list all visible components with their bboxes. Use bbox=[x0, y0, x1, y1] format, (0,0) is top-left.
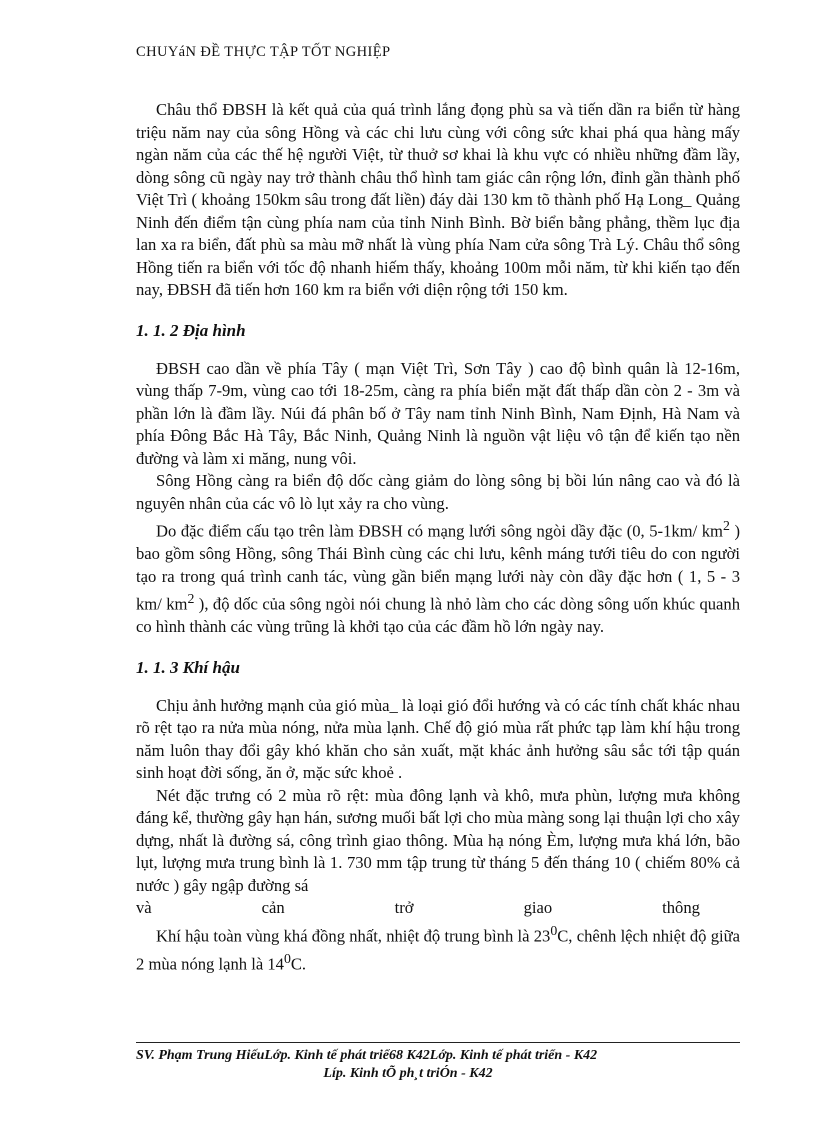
superscript: 0 bbox=[283, 950, 291, 966]
terrain-p3-text-a: Do đặc điểm cấu tạo trên làm ĐBSH có mạng lưới sông ngòi dầy đặc (0, 5-1km/ km bbox=[156, 521, 723, 541]
superscript: 2 bbox=[722, 518, 730, 533]
section-heading-climate: 1. 1. 3 Khí hậu bbox=[136, 657, 240, 677]
word: thông bbox=[662, 898, 700, 918]
section-heading-terrain: 1. 1. 2 Địa hình bbox=[136, 320, 246, 340]
terrain-paragraph-3 bbox=[136, 515, 740, 639]
superscript: 2 bbox=[187, 591, 195, 607]
word: giao bbox=[523, 898, 553, 918]
page-header: CHUYáN ĐỀ THỰC TẬP TỐT NGHIỆP bbox=[136, 44, 391, 60]
climate-paragraph-2-last-line bbox=[136, 897, 740, 920]
word: và bbox=[136, 898, 152, 918]
intro-paragraph: Châu thổ ĐBSH là kết quả của quá trình lắng đọng phù sa và tiến dần ra biển từ hàng triệu năm nay của sông Hồng và các chi lưu cùng với công sức khai phá qua hàng mấy ngàn năm của các thế hệ người Việt, từ thuở sơ khai là khu vực có nhiều những đầm lầy, dòng sông cũ ngày nay trở thành châu thổ hình tam giác cân rộng lớn, đỉnh gần thành phố Việt Trì ( khoảng 150km sâu trong đất liền) đáy dài 130 km tõ thành phố Hạ Long_ Quảng Ninh đến điểm tận cùng phía nam của tỉnh Ninh Bình. Bờ biển bằng phẳng, thềm lục địa lan xa ra biển, đất phù sa màu mỡ nhất là vùng phía Nam cửa sông Trà Lý. Châu thổ sông Hồng tiến ra biển với tốc độ nhanh hiếm thấy, khoảng 100m mỗi năm, từ khi kiến tạo đến nay, ĐBSH đã tiến hơn 160 km ra biển với diện rộng tới 150 km. bbox=[136, 100, 740, 299]
footer-line-1: SV. Phạm Trung HiếuLớp. Kinh tế phát triể68 K42Lớp. Kinh tế phát triển - K42 bbox=[136, 1048, 598, 1063]
word: trở bbox=[394, 898, 414, 918]
terrain-p3-text-c: ), độ dốc của sông ngòi nói chung là nhỏ làm cho các dòng sông uốn khúc quanh co hình thành các vùng trũng là khởi tạo của các đầm hồ lớn ngày nay. bbox=[136, 594, 740, 637]
climate-paragraph-2: Nét đặc trưng có 2 mùa rõ rệt: mùa đông lạnh và khô, mưa phùn, lượng mưa không đáng kể, thường gây hạn hán, sương muối bất lợi cho mùa màng song lại thuận lợi cho xây dựng, nhất là đường sá, công trình giao thông. Mùa hạ nóng Èm, lượng mưa khá lớn, bão lụt, lượng mưa trung bình là 1. 730 mm tập trung từ tháng 5 đến tháng 10 ( chiếm 80% cả nước ) gây ngập đường sá bbox=[136, 785, 740, 895]
climate-paragraph-3 bbox=[136, 920, 740, 976]
terrain-p3-text-b: ) bao gồm sông Hồng, sông Thái Bình cùng các chi lưu, kênh máng tưới tiêu do con người tạo ra trong quá trình canh tác, vùng gần biển mạng lưới này còn dầy đặc hơn ( 1, 5 - 3 km/ km bbox=[136, 521, 740, 614]
superscript: 0 bbox=[550, 922, 558, 938]
climate-p3-text-b: C, chênh lệch nhiệt độ giữa 2 mùa nóng lạnh là 14 bbox=[136, 926, 740, 974]
footer-line-2: Líp. Kinh tÕ ph¸t triÓn - K42 bbox=[323, 1066, 493, 1081]
document-body bbox=[136, 99, 740, 976]
climate-p3-text-c: C. bbox=[290, 954, 307, 974]
terrain-paragraph-2: Sông Hồng càng ra biển độ dốc càng giảm do lòng sông bị bồi lún nâng cao và đó là nguyên nhân của các vô lò lụt xảy ra cho vùng. bbox=[136, 471, 740, 513]
climate-p3-text-a: Khí hậu toàn vùng khá đồng nhất, nhiệt độ trung bình là 23 bbox=[156, 926, 551, 946]
terrain-paragraph-1: ĐBSH cao dần về phía Tây ( mạn Việt Trì, Sơn Tây ) cao độ bình quân là 12-16m, vùng thấp 7-9m, vùng cao tới 18-25m, càng ra phía biển mặt đất thấp dần còn 2 - 3m và phần lớn là đầm lầy. Núi đá phân bố ở Tây nam tỉnh Ninh Bình, Nam Định, Hà Nam và phía Đông Bắc Hà Tây, Bắc Ninh, Quảng Ninh là nguồn vật liệu vô tận để kiến tạo nền đường và làm xi măng, nung vôi. bbox=[136, 358, 740, 468]
climate-paragraph-1: Chịu ảnh hưởng mạnh của gió mùa_ là loại gió đổi hướng và có các tính chất khác nhau rõ rệt tạo ra nửa mùa nóng, nửa mùa lạnh. Chế độ gió mùa rất phức tạp làm khí hậu trong năm luôn thay đổi gây khó khăn cho sản xuất, mặt khác ảnh hưởng sâu sắc tới tập quán sinh hoạt đời sống, ăn ở, mặc sức khoẻ . bbox=[136, 695, 740, 783]
word: cản bbox=[261, 898, 285, 918]
footer-divider bbox=[136, 1042, 740, 1043]
